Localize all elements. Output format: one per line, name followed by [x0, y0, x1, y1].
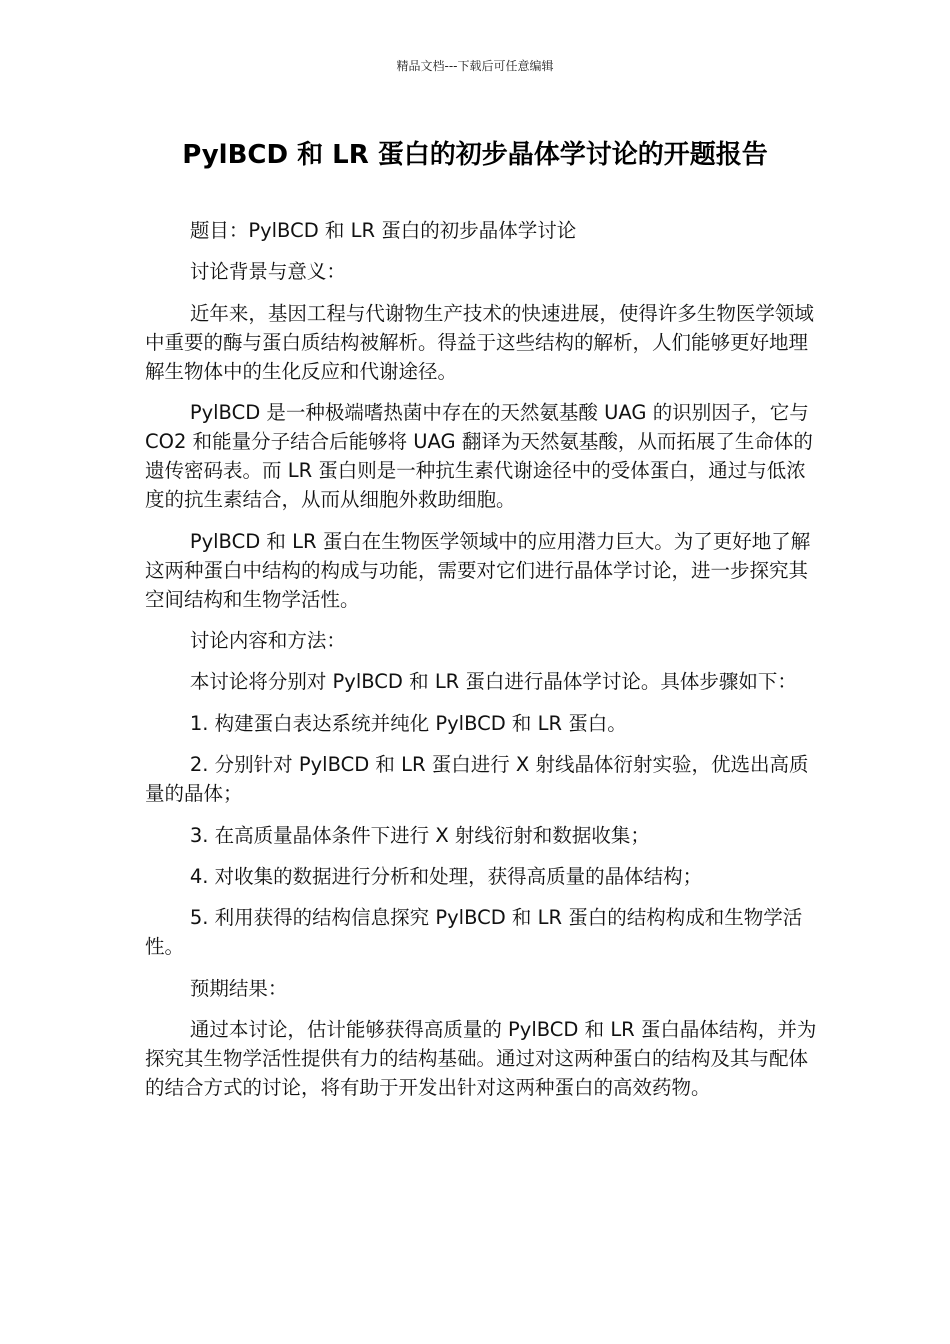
heading-background: 讨论背景与意义： [189, 260, 346, 284]
paragraph-expected-results: 通过本讨论，估计能够获得高质量的 PylBCD 和 LR 蛋白晶体结构，并为探究其生物学活性提供有力的结构基础。通过对这两种蛋白的结构及其与配体的结合方式的讨论，将有助于开发出针对这两种蛋白的高效药物。 [145, 1018, 817, 1100]
list-item-step-1: 1. 构建蛋白表达系统并纯化 PylBCD 和 LR 蛋白。 [189, 711, 627, 735]
list-item-step-2: 2. 分别针对 PylBCD 和 LR 蛋白进行 X 射线晶体衍射实验，优选出高质量的晶体； [145, 753, 809, 806]
heading-methods: 讨论内容和方法： [189, 628, 346, 652]
paragraph-background-2: PylBCD 是一种极端嗜热菌中存在的天然氨基酸 UAG 的识别因子，它与 CO2 和能量分子结合后能够将 UAG 翻译为天然氨基酸，从而拓展了生命体的遗传密码表。而 LR 蛋白则是一种抗生素代谢途径中的受体蛋白，通过与低浓度的抗生素结合，从而从细胞外救助细胞。 [145, 401, 813, 512]
paragraph-methods-intro: 本讨论将分别对 PylBCD 和 LR 蛋白进行晶体学讨论。具体步骤如下： [189, 670, 797, 694]
list-item-step-4: 4. 对收集的数据进行分析和处理，获得高质量的晶体结构； [189, 864, 703, 888]
header-note: 精品文档---下载后可任意编辑 [396, 59, 554, 73]
list-item-step-5: 5. 利用获得的结构信息探究 PylBCD 和 LR 蛋白的结构构成和生物学活性。 [145, 906, 803, 959]
paragraph-topic: 题目：PylBCD 和 LR 蛋白的初步晶体学讨论 [189, 219, 577, 242]
heading-expected-results: 预期结果： [189, 976, 288, 1000]
document-body [145, 216, 817, 1114]
document-title: PylBCD 和 LR 蛋白的初步晶体学讨论的开题报告 [182, 140, 768, 170]
paragraph-background-1: 近年来，基因工程与代谢物生产技术的快速进展，使得许多生物医学领域中重要的酶与蛋白质结构被解析。得益于这些结构的解析，人们能够更好地理解生物体中的生化反应和代谢途径。 [145, 301, 814, 383]
list-item-step-3: 3. 在高质量晶体条件下进行 X 射线衍射和数据收集； [189, 823, 650, 847]
paragraph-background-3: PylBCD 和 LR 蛋白在生物医学领域中的应用潜力巨大。为了更好地了解这两种蛋白中结构的构成与功能，需要对它们进行晶体学讨论，进一步探究其空间结构和生物学活性。 [145, 529, 811, 611]
